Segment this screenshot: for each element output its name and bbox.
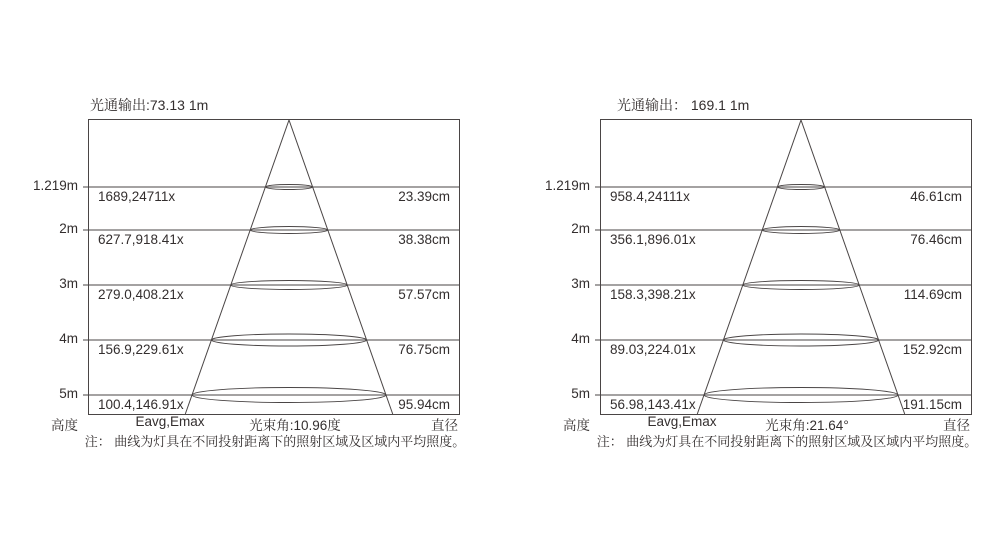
avg-max-illuminance-value: 356.1,896.01x xyxy=(610,232,696,247)
beam-cone-diagram-left xyxy=(20,88,485,468)
height-tick-label: 3m xyxy=(59,276,78,291)
height-axis-label: 高度 xyxy=(51,418,78,433)
beam-diameter-value: 38.38cm xyxy=(398,232,450,247)
eavg-emax-axis-label: Eavg,Emax xyxy=(647,414,717,429)
beam-angle-label: 光束角:21.64° xyxy=(765,418,849,433)
note-text: 注： 曲线为灯具在不同投射距离下的照射区域及区域内平均照度。 xyxy=(84,434,466,449)
eavg-emax-axis-label: Eavg,Emax xyxy=(135,414,205,429)
beam-diameter-value: 76.46cm xyxy=(910,232,962,247)
diameter-axis-label: 直径 xyxy=(431,418,458,433)
beam-cone-diagram-right xyxy=(532,88,997,468)
avg-max-illuminance-value: 56.98,143.41x xyxy=(610,397,696,412)
beam-cone-graphic xyxy=(601,120,971,414)
beam-diameter-value: 57.57cm xyxy=(398,287,450,302)
avg-max-illuminance-value: 158.3,398.21x xyxy=(610,287,696,302)
avg-max-illuminance-value: 100.4,146.91x xyxy=(98,397,184,412)
cone-edges xyxy=(697,120,904,414)
flux-output-label: 光通输出:73.13 1m xyxy=(90,97,209,113)
avg-max-illuminance-value: 1689,24711x xyxy=(98,189,176,204)
height-tick-label: 2m xyxy=(571,221,590,236)
beam-diameter-value: 191.15cm xyxy=(902,397,962,412)
note-text: 注： 曲线为灯具在不同投射距离下的照射区域及区域内平均照度。 xyxy=(596,434,978,449)
cone-edges xyxy=(185,120,392,414)
beam-diameter-value: 76.75cm xyxy=(398,342,450,357)
beam-angle-label: 光束角:10.96度 xyxy=(249,418,341,433)
beam-diameter-value: 114.69cm xyxy=(903,287,962,302)
avg-max-illuminance-value: 958.4,24111x xyxy=(610,189,690,204)
beam-spot-ellipses xyxy=(704,185,898,403)
height-tick-label: 4m xyxy=(571,331,590,346)
beam-diameter-value: 23.39cm xyxy=(398,189,450,204)
height-tick-label: 5m xyxy=(59,386,78,401)
beam-diameter-value: 152.92cm xyxy=(902,342,962,357)
axis-ticks xyxy=(83,187,89,395)
diameter-axis-label: 直径 xyxy=(943,418,970,433)
beam-spot-ellipses xyxy=(192,185,386,403)
height-tick-label: 2m xyxy=(59,221,78,236)
height-tick-label: 4m xyxy=(59,331,78,346)
plot-box xyxy=(88,119,460,415)
avg-max-illuminance-value: 89.03,224.01x xyxy=(610,342,696,357)
plot-box xyxy=(600,119,972,415)
height-tick-label: 3m xyxy=(571,276,590,291)
avg-max-illuminance-value: 627.7,918.41x xyxy=(98,232,184,247)
beam-cone-graphic xyxy=(89,120,459,414)
height-axis-label: 高度 xyxy=(563,418,590,433)
height-tick-label: 1.219m xyxy=(544,178,590,193)
avg-max-illuminance-value: 279.0,408.21x xyxy=(98,287,184,302)
beam-diameter-value: 46.61cm xyxy=(910,189,962,204)
height-tick-label: 1.219m xyxy=(32,178,78,193)
axis-ticks xyxy=(595,187,601,395)
beam-diameter-value: 95.94cm xyxy=(398,397,450,412)
flux-output-label: 光通输出： 169.1 1m xyxy=(617,97,750,113)
avg-max-illuminance-value: 156.9,229.61x xyxy=(98,342,184,357)
height-tick-label: 5m xyxy=(571,386,590,401)
